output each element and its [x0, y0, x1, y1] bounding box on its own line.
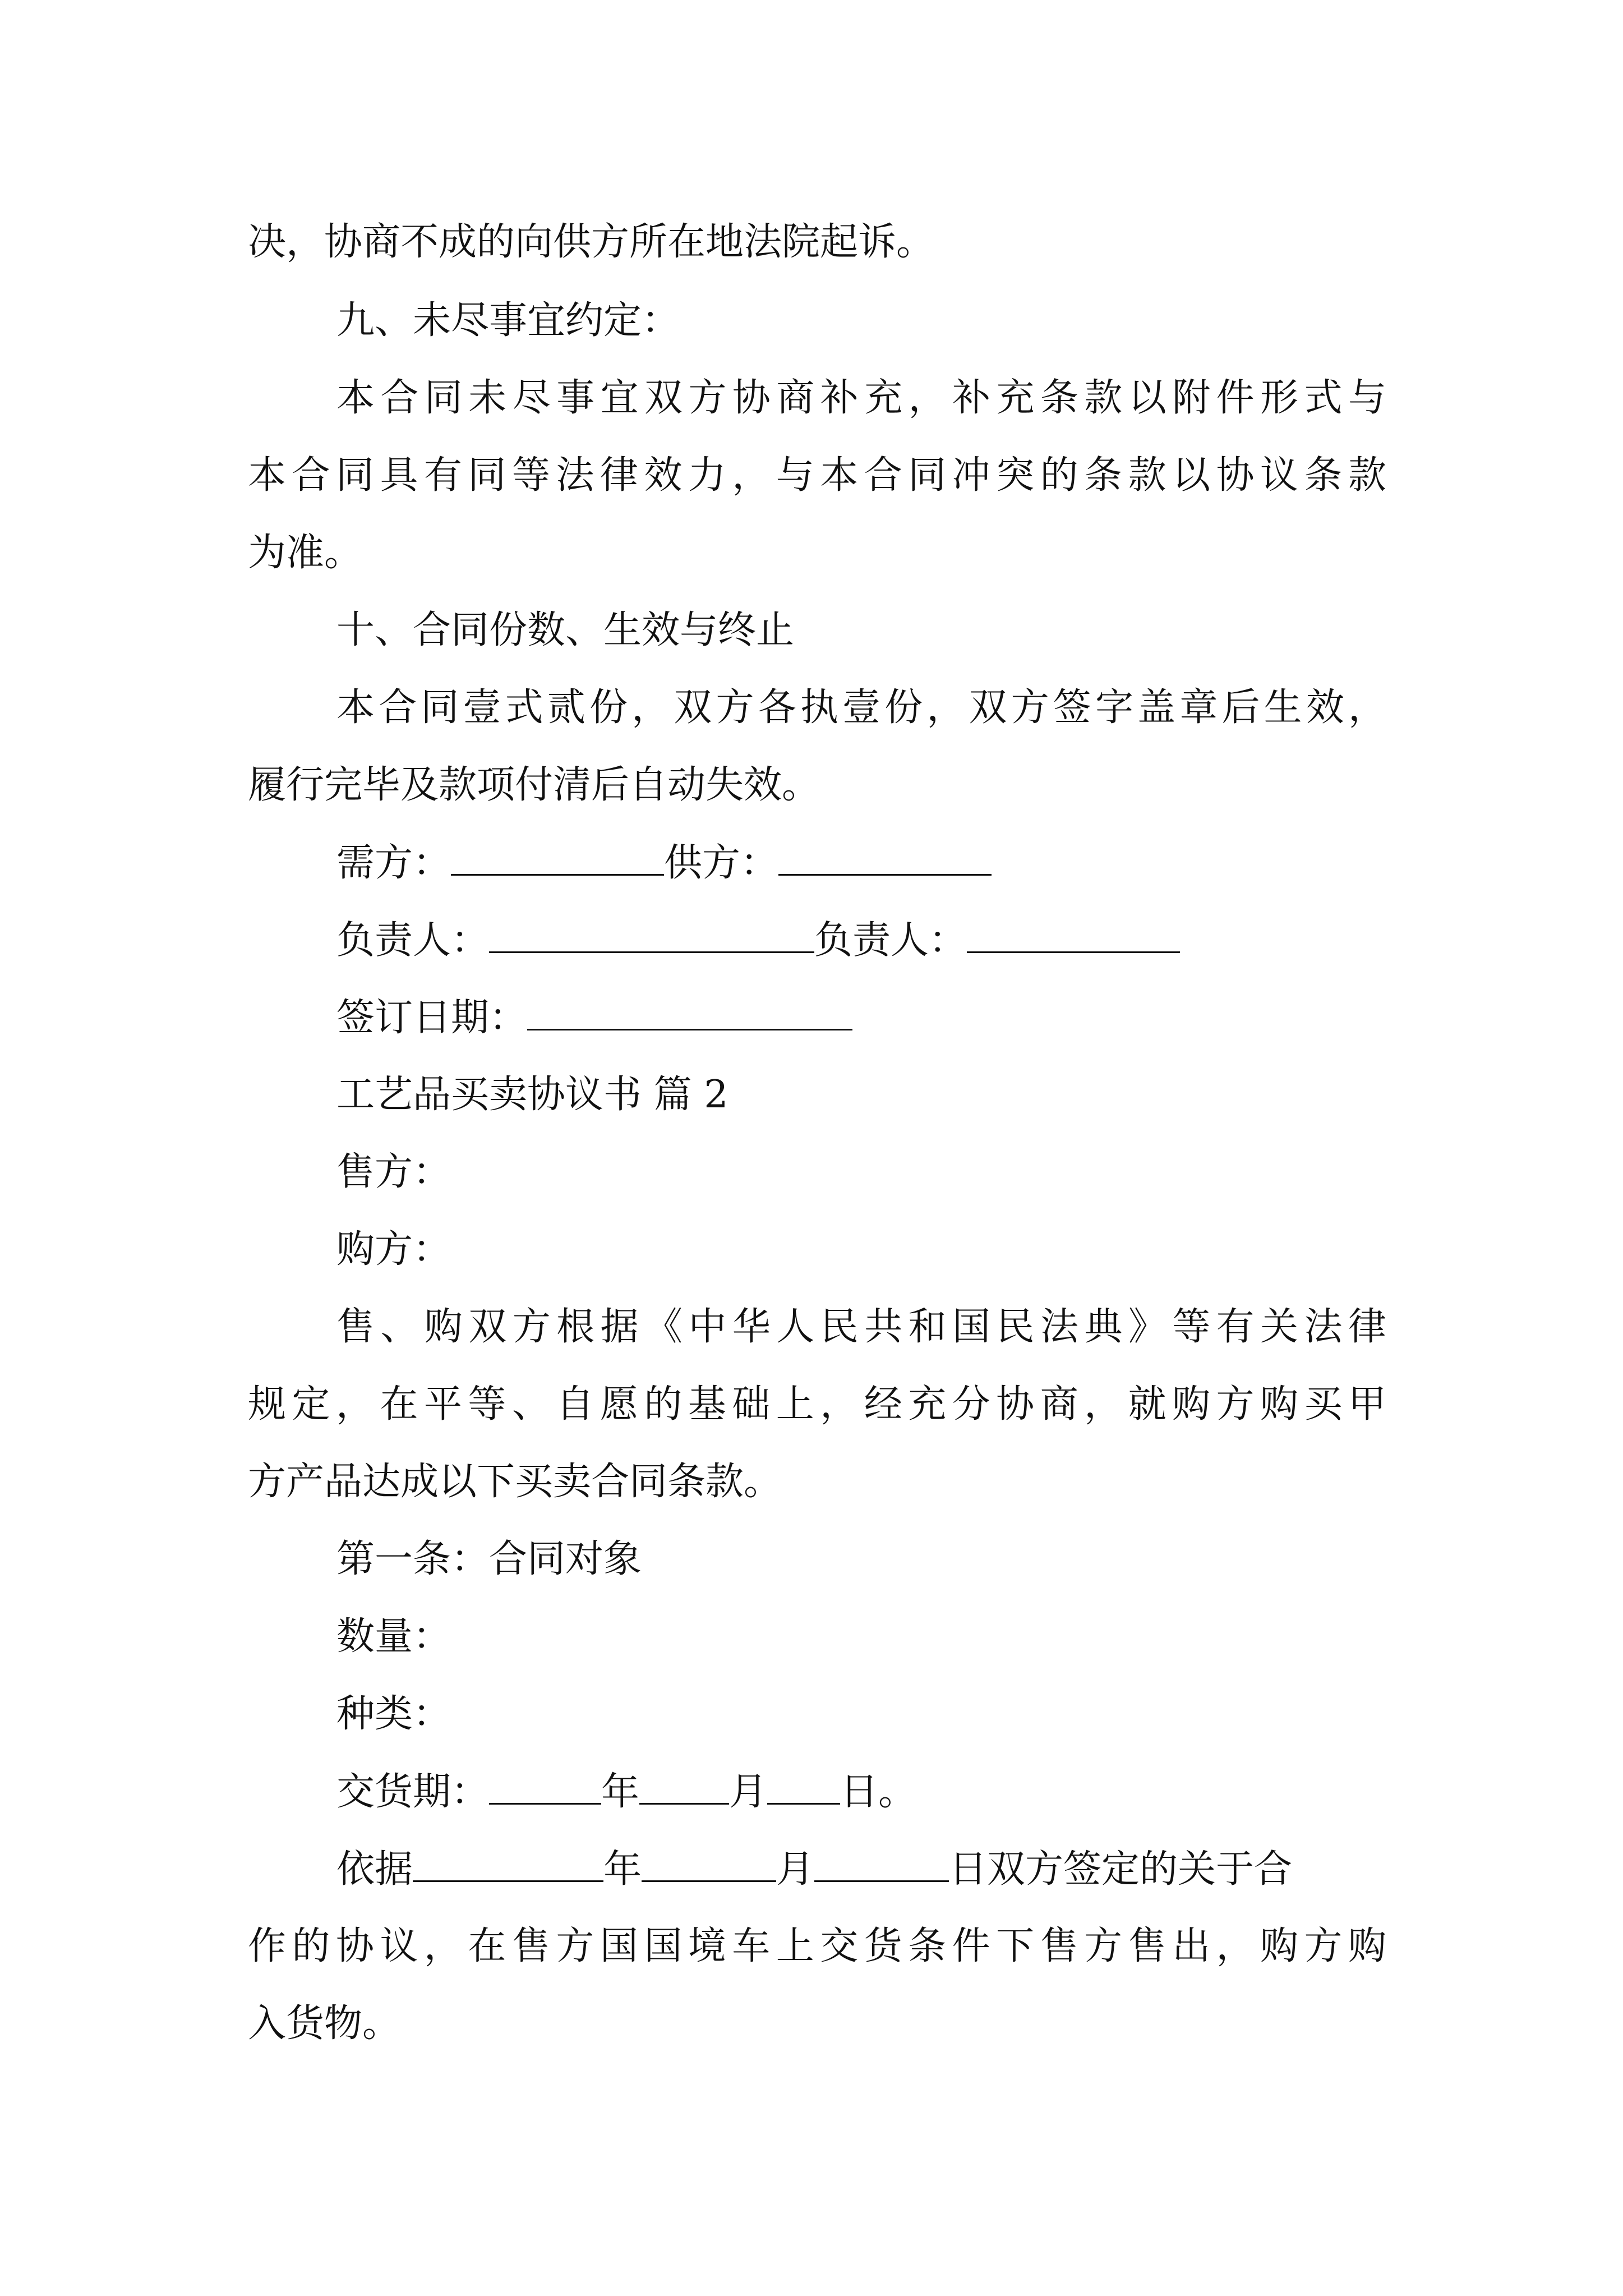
paragraph-line: 售、购双方根据《中华人民共和国民法典》等有关法律 — [336, 1305, 1386, 1349]
responsible-label: 负责人： — [336, 918, 490, 963]
signature-row-date — [336, 995, 852, 1041]
day-blank — [767, 1769, 840, 1805]
paragraph-line: 履行完毕及款项付清后自动失效。 — [248, 763, 820, 807]
document-title: 工艺品买卖协议书 篇 2 — [336, 1073, 728, 1117]
month-blank — [639, 1769, 729, 1805]
responsible-blank — [489, 918, 814, 953]
paragraph-line: 本合同具有同等法律效力，与本合同冲突的条款以协议条款 — [248, 453, 1386, 498]
seller-label: 售方： — [336, 1150, 451, 1194]
supplier-label: 供方： — [664, 841, 779, 885]
purchaser-label: 购方： — [336, 1227, 451, 1272]
month-blank — [642, 1847, 776, 1882]
paragraph-line: 方产品达成以下买卖合同条款。 — [248, 1460, 782, 1504]
basis-prefix: 依据 — [336, 1847, 413, 1892]
responsible-blank — [967, 918, 1180, 953]
paragraph-line: 本合同壹式贰份，双方各执壹份，双方签字盖章后生效， — [336, 685, 1386, 730]
signature-row-responsible — [336, 918, 1180, 963]
buyer-blank — [451, 840, 664, 876]
paragraph-line: 作的协议，在售方国国境车上交货条件下售方售出，购方购 — [248, 1924, 1386, 1968]
year-blank — [413, 1847, 603, 1882]
date-label: 签订日期： — [336, 996, 528, 1040]
section-heading: 十、合同份数、生效与终止 — [336, 608, 795, 652]
paragraph-line: 入货物。 — [248, 2001, 401, 2046]
date-blank — [527, 995, 852, 1030]
month-text: 月 — [729, 1770, 768, 1814]
basis-tail: 日双方签定的关于合 — [949, 1847, 1293, 1892]
day-blank — [814, 1847, 949, 1882]
section-heading: 九、未尽事宜约定： — [336, 298, 680, 343]
year-blank — [489, 1769, 601, 1805]
buyer-label: 需方： — [336, 841, 451, 885]
month-text: 月 — [776, 1847, 815, 1892]
article-heading: 第一条：合同对象 — [336, 1537, 642, 1581]
delivery-label: 交货期： — [336, 1770, 490, 1814]
year-text: 年 — [603, 1847, 642, 1892]
quantity-label: 数量： — [336, 1614, 451, 1659]
responsible-label: 负责人： — [814, 918, 967, 963]
paragraph-line: 本合同未尽事宜双方协商补充，补充条款以附件形式与 — [336, 376, 1386, 420]
day-text: 日。 — [840, 1770, 917, 1814]
paragraph-line: 决，协商不成的向供方所在地法院起诉。 — [248, 220, 935, 264]
type-label: 种类： — [336, 1692, 451, 1736]
supplier-blank — [778, 840, 992, 876]
delivery-row — [336, 1769, 916, 1815]
year-text: 年 — [601, 1770, 640, 1814]
signature-row-parties — [336, 840, 992, 886]
paragraph-line: 为准。 — [248, 531, 363, 575]
paragraph-line: 规定，在平等、自愿的基础上，经充分协商，就购方购买甲 — [248, 1382, 1386, 1427]
basis-row — [336, 1847, 1292, 1892]
